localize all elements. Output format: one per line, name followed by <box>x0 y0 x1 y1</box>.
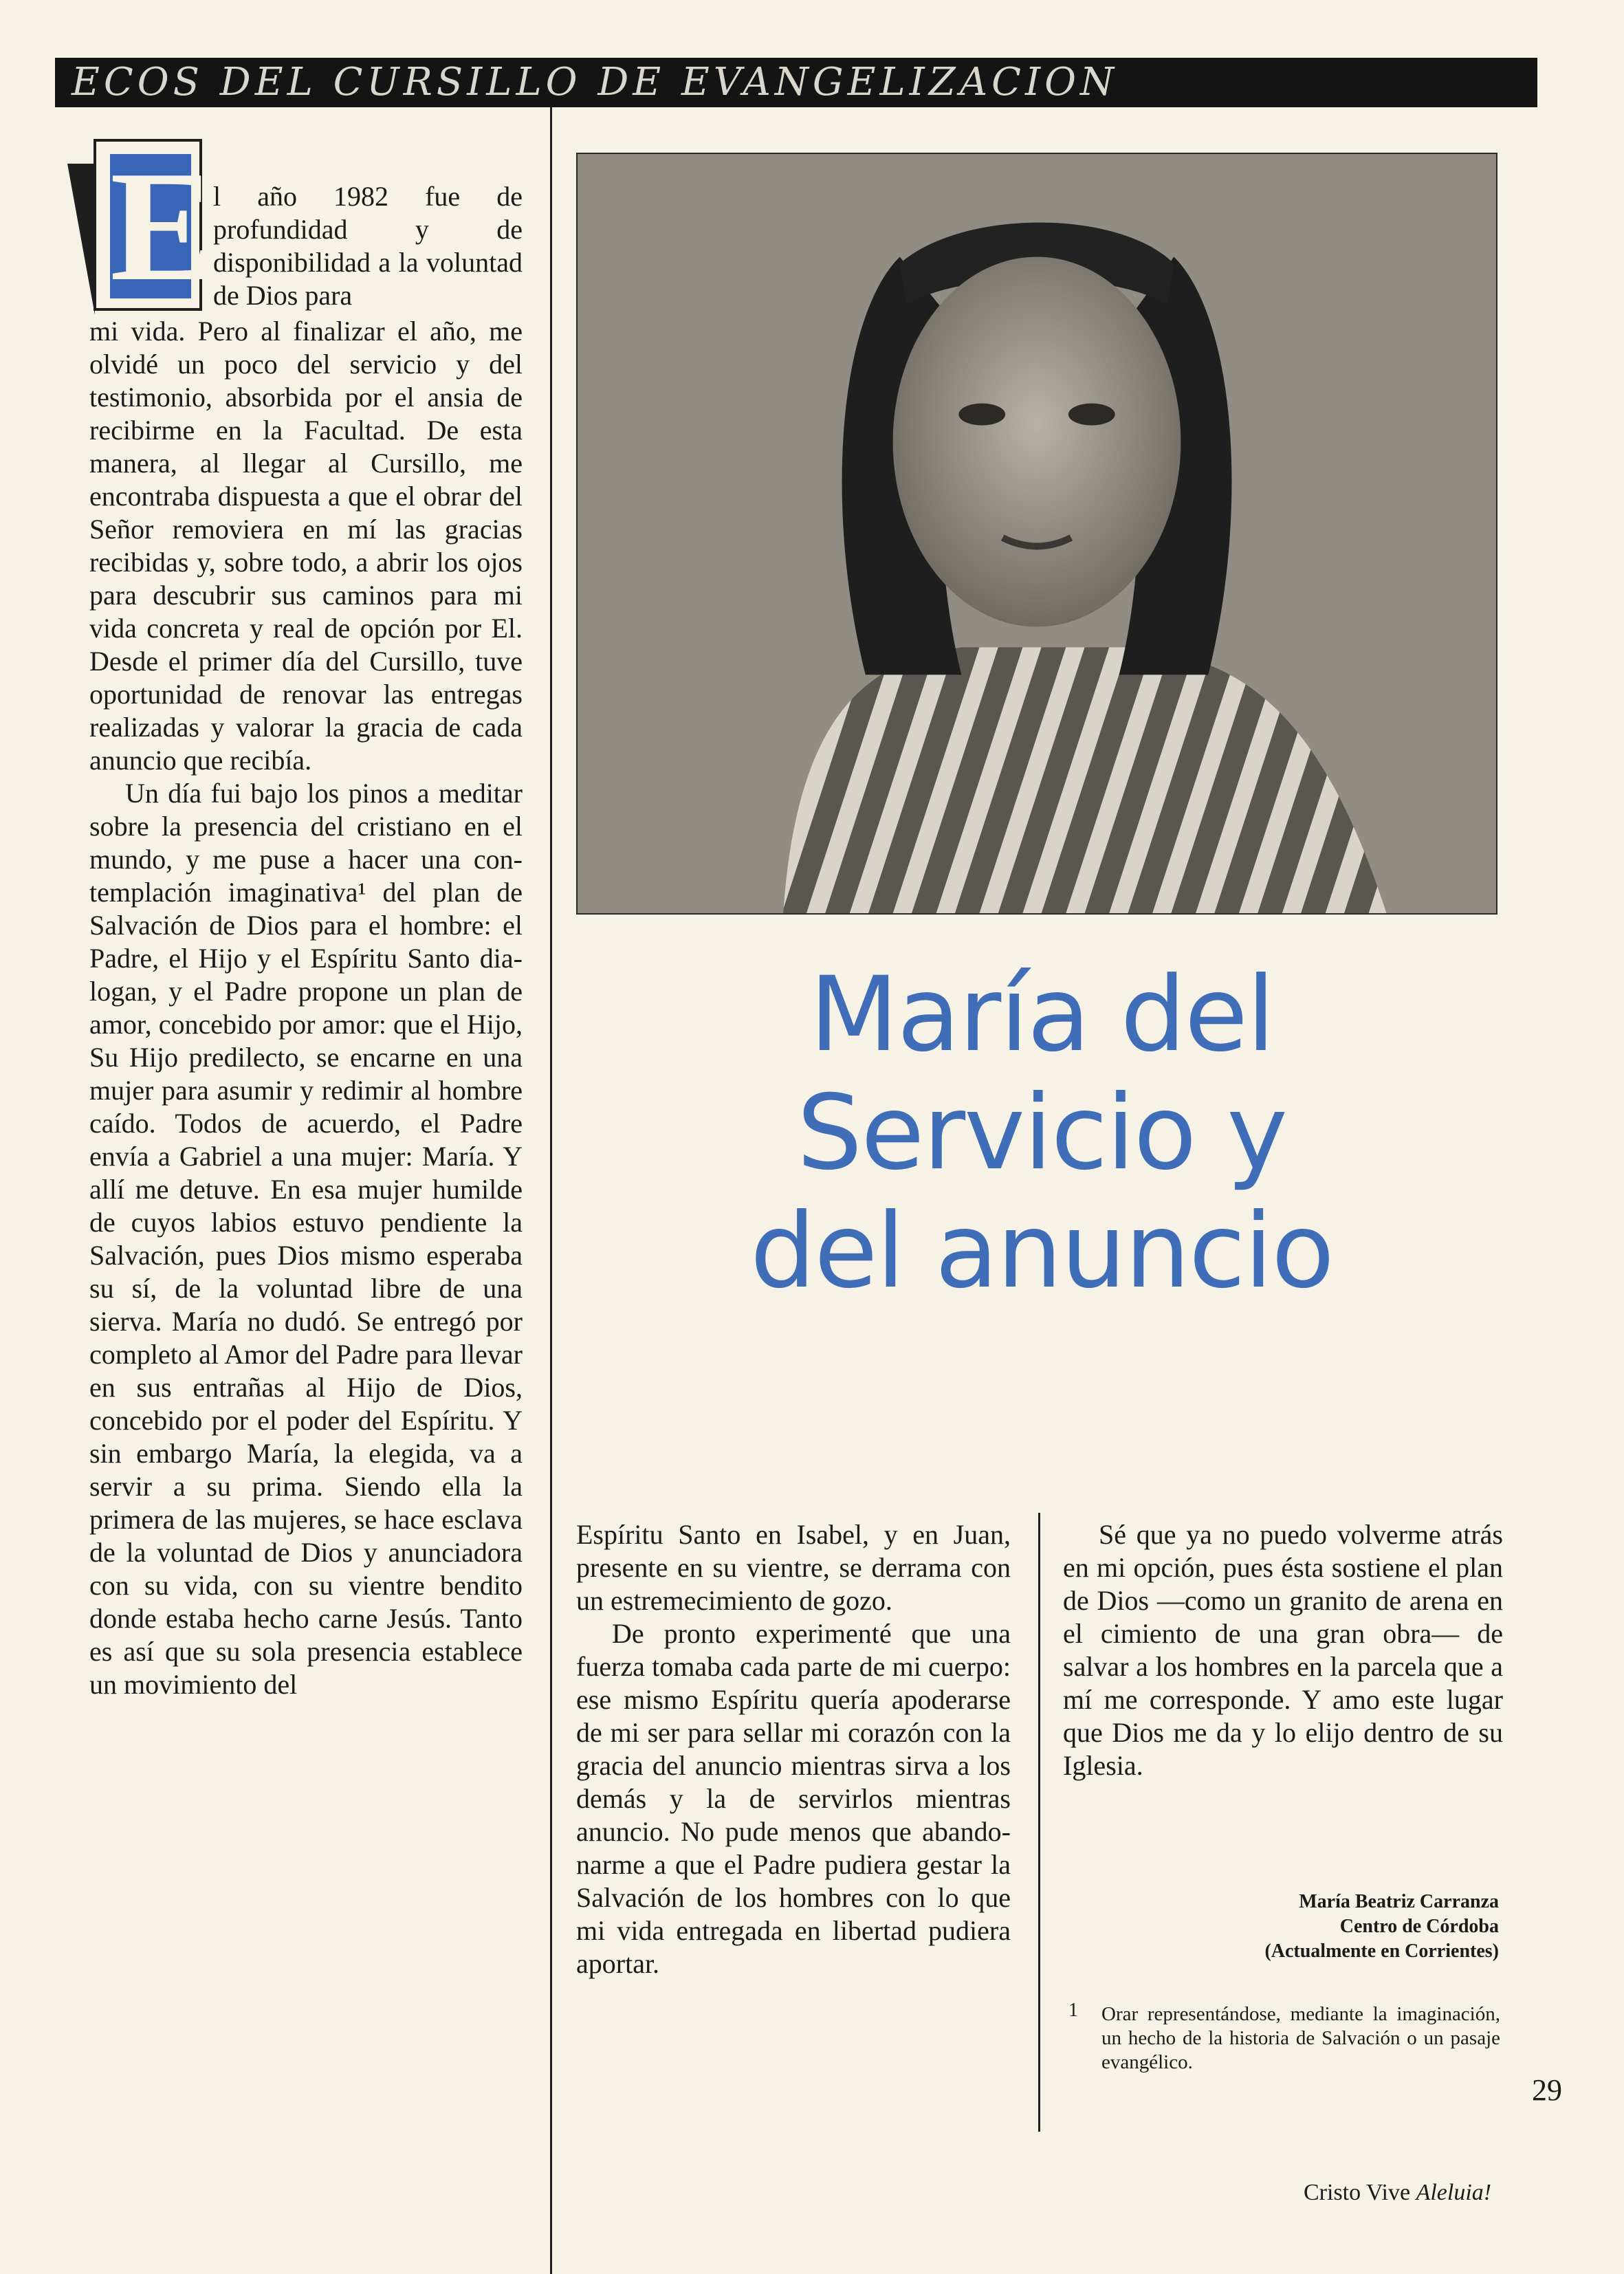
column-divider-lower <box>1038 1513 1040 2132</box>
portrait-illustration <box>578 154 1496 913</box>
article-title <box>619 956 1464 1311</box>
dropcap-letter: E <box>110 138 216 314</box>
title-line-2: Servicio y <box>797 1073 1286 1193</box>
author-signature <box>1100 1890 1499 1964</box>
article-column-3 <box>1063 1518 1503 1782</box>
author-name: María Beatriz Carranza <box>1299 1891 1499 1912</box>
footer-italic: Aleluia! <box>1416 2180 1492 2205</box>
dropcap-frame <box>94 138 216 314</box>
dropcap-shadow <box>67 164 95 315</box>
article-column-2 <box>576 1518 1011 1980</box>
paragraph-2: Un día fui bajo los pinos a meditar sobre la presencia del cristiano en el mundo, y me puse a hacer una contemplación imaginativa¹ del plan de Salvación de Dios para el hombre: el Padre, el Hijo y el Espíritu Santo dialogan, y el Padre propone un plan de amor, concebido por amor: que el Hijo, Su Hijo predilecto, se encarne en una mujer para asumir y redimir al hombre caído. Todos de acuerdo, el Padre envía a Gabriel a una mujer: María. Y allí me detuve. En esa mujer humilde de cuyos labios estuvo pendiente la Salvación, pues Dios mismo esperaba su sí, de la voluntad libre de una sierva. María no dudó. Se entregó por completo al Amor del Padre para llevar en sus entrañas al Hijo de Dios, concebido por el poder del Espíritu. Y sin embargo María, la elegida, va a servir a su prima. Siendo ella la primera de las mujeres, se hace esclava de la voluntad de Dios y anunciadora con su vida, con su vientre bendito donde estaba hecho carne Jesús. Tanto es así que su sola presencia establece un movimiento del <box>89 778 523 1700</box>
paragraph-4: De pronto experimenté que una fuerza tomaba cada parte de mi cuerpo: ese mismo Espíritu quería apoderarse de mi ser para sellar mi corazón con la gracia del anuncio mientras sirva a los demás y la de servirlos mientras anuncio. No pude menos que abandonarme a que el Padre pudiera gestar la Salvación de los hombres con lo que mi vida entregada en libertad pudiera aportar. <box>576 1618 1011 1979</box>
page-number: 29 <box>1532 2073 1562 2107</box>
portrait-photo <box>576 153 1497 915</box>
author-note: (Actualmente en Corrientes) <box>1264 1940 1499 1962</box>
magazine-footer <box>1304 2180 1491 2206</box>
footnote-number: 1 <box>1068 2000 1078 2021</box>
footnote-text: Orar representándose, mediante la imaginación, un hecho de la historia de Salvación o un pasaje evangélico. <box>1101 2003 1500 2073</box>
column-divider <box>550 107 552 2274</box>
title-line-1: María del <box>809 955 1274 1075</box>
section-banner: ECOS DEL CURSILLO DE EVANGELIZACION <box>55 58 1537 107</box>
article-column-1 <box>89 315 523 1701</box>
paragraph-1: mi vida. Pero al finalizar el año, me olvidé un poco del servicio y del testimonio, absorbida por el ansia de recibirme en la Facultad. De esta manera, al llegar al Cursillo, me encontraba dispuesta a que el obrar del Señor removiera en mí las gracias recibidas y, sobre todo, a abrir los ojos para descubrir sus caminos para mi vida concreta y real de opción por El. Desde el primer día del Cursillo, tuve oportunidad de renovar las entregas realizadas y valorar la gracia de cada anuncio que recibía. <box>89 316 523 776</box>
author-center: Centro de Córdoba <box>1339 1916 1499 1937</box>
footer-prefix: Cristo Vive <box>1304 2180 1411 2205</box>
paragraph-5: Sé que ya no puedo volverme atrás en mi opción, pues ésta sostiene el plan de Dios —como un granito de arena en el cimiento de una gran obra— de salvar a los hombres en la parcela que a mí me corresponde. Y amo este lugar que Dios me da y lo elijo dentro de su Iglesia. <box>1063 1519 1503 1781</box>
article-opening-text: l año 1982 fue de profundidad y de disponibilidad a la voluntad de Dios para <box>213 181 523 311</box>
title-line-3: del anuncio <box>750 1192 1333 1311</box>
paragraph-3: Espíritu Santo en Isabel, y en Juan, presente en su vientre, se derrama con un estremecimiento de gozo. <box>576 1519 1011 1616</box>
